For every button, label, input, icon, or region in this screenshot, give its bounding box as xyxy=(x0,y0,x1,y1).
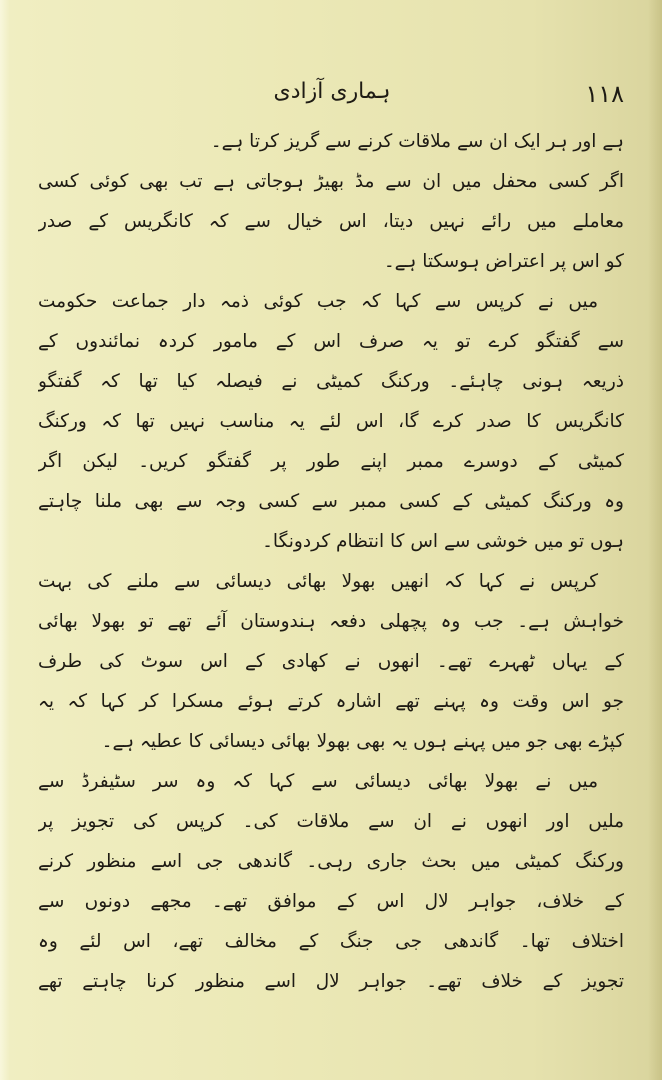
text-line: کے یہاں ٹھہرے تھے۔ انھوں نے کھادی کے اس سوٹ کی طرف xyxy=(38,651,624,672)
text-line: ذریعہ ہونی چاہئے۔ ورکنگ کمیٹی نے فیصلہ کیا تھا کہ گفتگو xyxy=(38,371,624,392)
text-line: میں نے بھولا بھائی دیسائی سے کہا کہ وہ سر سٹیفرڈ سے xyxy=(38,771,598,792)
text-line: وہ ورکنگ کمیٹی کے کسی ممبر سے کسی وجہ سے بھی ملنا چاہتے xyxy=(38,491,624,512)
text-line: خواہش ہے۔ جب وہ پچھلی دفعہ ہندوستان آئے تھے تو بھولا بھائی xyxy=(38,611,624,632)
text-line: کپڑے بھی جو میں پہنے ہوں یہ بھی بھولا بھائی دیسائی کا عطیہ ہے۔ xyxy=(101,731,624,752)
text-line: ہوں تو میں خوشی سے اس کا انتظام کردونگا۔ xyxy=(262,531,624,552)
running-title: ہماری آزادی xyxy=(273,79,391,104)
text-line: ہے اور ہر ایک ان سے ملاقات کرنے سے گریز کرتا ہے۔ xyxy=(210,131,624,152)
page-number: ۱۱۸ xyxy=(585,80,624,108)
text-line: میں نے کرپس سے کہا کہ جب کوئی ذمہ دار جماعت حکومت xyxy=(38,291,598,312)
text-line: تجویز کے خلاف تھے۔ جواہر لال اسے منظور کرنا چاہتے تھے xyxy=(38,971,624,992)
text-line: اگر کسی محفل میں ان سے مڈ بھیڑ ہوجاتی ہے تب بھی کوئی کسی xyxy=(38,171,624,192)
text-line: کمیٹی کے دوسرے ممبر اپنے طور پر گفتگو کریں۔ لیکن اگر xyxy=(38,451,624,472)
text-line: ورکنگ کمیٹی میں بحث جاری رہی۔ گاندھی جی اسے منظور کرنے xyxy=(38,851,624,872)
text-line: کرپس نے کہا کہ انھیں بھولا بھائی دیسائی سے ملنے کی بہت xyxy=(38,571,598,592)
page-edge-right xyxy=(648,0,662,1080)
page-edge-left xyxy=(0,0,10,1080)
text-line: معاملے میں رائے نہیں دیتا، اس خیال سے کہ کانگریس کے صدر xyxy=(38,211,624,232)
text-line: کے خلاف، جواہر لال اس کے موافق تھے۔ مجھے دونوں سے xyxy=(38,891,624,912)
text-line: کو اس پر اعتراض ہوسکتا ہے۔ xyxy=(383,251,624,272)
page-header xyxy=(30,72,634,112)
text-line: سے گفتگو کرے تو یہ صرف اس کے مامور کردہ نمائندوں کے xyxy=(38,331,624,352)
text-line: ملیں اور انھوں نے ان سے ملاقات کی۔ کرپس کی تجویز پر xyxy=(38,811,624,832)
text-line: اختلاف تھا۔ گاندھی جی جنگ کے مخالف تھے، اس لئے وہ xyxy=(38,931,624,952)
text-line: جو اس وقت وہ پہنے تھے اشارہ کرتے ہوئے مسکرا کر کہا کہ یہ xyxy=(38,691,624,712)
body-text xyxy=(38,122,624,1002)
text-line: کانگریس کا صدر کرے گا، اس لئے یہ مناسب نہیں تھا کہ ورکنگ xyxy=(38,411,624,432)
